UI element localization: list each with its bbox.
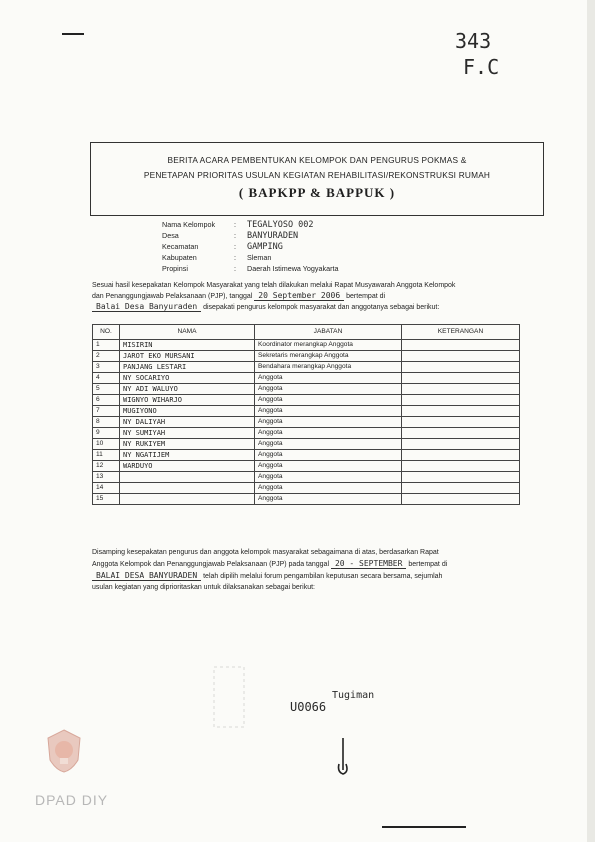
header-role: JABATAN <box>255 325 402 340</box>
row-no: 10 <box>93 439 120 450</box>
table-row <box>93 483 520 494</box>
row-notes <box>402 384 520 395</box>
row-no: 13 <box>93 472 120 483</box>
row-name: MUGIYONO <box>120 406 255 417</box>
table-row <box>93 384 520 395</box>
row-role: Anggota <box>255 384 402 395</box>
row-notes <box>402 494 520 505</box>
row-no: 5 <box>93 384 120 395</box>
header-line-3: ( BAPKPP & BAPPUK ) <box>238 185 396 200</box>
info-label: Desa <box>162 231 179 240</box>
row-name <box>120 483 255 494</box>
row-name: NY SUMIYAH <box>120 428 255 439</box>
info-value: Daerah Istimewa Yogyakarta <box>247 264 339 273</box>
header-no: NO. <box>93 325 120 340</box>
row-name: MISIRIN <box>120 340 255 351</box>
row-no: 7 <box>93 406 120 417</box>
header-line-2: PENETAPAN PRIORITAS USULAN KEGIATAN REHABILITASI/REKONSTRUKSI RUMAH <box>143 170 491 180</box>
table-row <box>93 450 520 461</box>
paragraph-1-line-2: dan Penanggungjawab Pelaksanaan (PJP), tanggal 20 September 2006 bertempat di <box>92 291 386 300</box>
dpad-logo-icon <box>44 728 84 774</box>
row-notes <box>402 450 520 461</box>
priority-date: 20 - SEPTEMBER <box>331 559 406 569</box>
row-role: Anggota <box>255 472 402 483</box>
priority-place: BALAI DESA BANYURADEN <box>92 571 201 581</box>
row-no: 9 <box>93 428 120 439</box>
table-row <box>93 406 520 417</box>
row-no: 6 <box>93 395 120 406</box>
row-notes <box>402 461 520 472</box>
table-row <box>93 417 520 428</box>
top-dash-mark <box>62 33 84 35</box>
paragraph-2 <box>92 547 532 593</box>
paragraph-1-line-1: Sesuai hasil kesepakatan Kelompok Masyarakat yang telah dilakukan melalui Rapat Musyawarah Anggota Kelompok <box>92 282 456 289</box>
info-label: Kabupaten <box>162 253 197 262</box>
info-value: Sleman <box>247 253 272 262</box>
row-no: 12 <box>93 461 120 472</box>
row-role: Anggota <box>255 417 402 428</box>
paragraph-1 <box>92 281 532 313</box>
table-row <box>93 461 520 472</box>
table-row <box>93 494 520 505</box>
corner-number: 343 <box>455 29 492 53</box>
row-role: Anggota <box>255 428 402 439</box>
row-name: NY NGATIJEM <box>120 450 255 461</box>
table-row <box>93 362 520 373</box>
row-no: 11 <box>93 450 120 461</box>
row-role: Anggota <box>255 483 402 494</box>
header-line-1: BERITA ACARA PEMBENTUKAN KELOMPOK DAN PENGURUS POKMAS & <box>167 155 467 165</box>
row-name: WIGNYO WIHARJO <box>120 395 255 406</box>
paragraph-2-line-2: Anggota Kelompok dan Penanggungjawab Pelaksanaan (PJP) pada tanggal 20 - SEPTEMBER bertempat di <box>92 559 448 568</box>
info-label: Kecamatan <box>162 242 199 251</box>
table-header-row <box>93 325 520 340</box>
watermark: DPAD DIY <box>35 792 109 808</box>
corner-code: F.C <box>463 55 500 79</box>
row-notes <box>402 483 520 494</box>
row-notes <box>402 472 520 483</box>
paragraph-2-line-3: BALAI DESA BANYURADEN telah dipilih melalui forum pengambilan keputusan secara bersama, sejumlah <box>92 570 532 582</box>
row-no: 2 <box>93 351 120 362</box>
meeting-date: 20 September 2006 <box>254 291 344 301</box>
handwritten-code: U0066 <box>290 700 327 714</box>
corner-note <box>455 28 499 80</box>
row-name <box>120 472 255 483</box>
row-name: JAROT EKO MURSANI <box>120 351 255 362</box>
handwritten-initials: Tugiman <box>332 690 375 701</box>
table-row <box>93 395 520 406</box>
row-notes <box>402 406 520 417</box>
row-no: 15 <box>93 494 120 505</box>
row-role: Anggota <box>255 439 402 450</box>
row-role: Sekretaris merangkap Anggota <box>255 351 402 362</box>
handwritten-mark-icon <box>335 736 351 776</box>
row-notes <box>402 428 520 439</box>
paragraph-1-line-3: Balai Desa Banyuraden disepakati pengurus kelompok masyarakat dan anggotanya sebagai berikut: <box>92 302 532 313</box>
paragraph-2-line-1: Disamping kesepakatan pengurus dan anggota kelompok masyarakat sebagaimana di atas, berdasarkan Rapat <box>92 549 439 556</box>
table-row <box>93 439 520 450</box>
info-value: BANYURADEN <box>247 231 299 241</box>
row-notes <box>402 351 520 362</box>
row-notes <box>402 340 520 351</box>
header-notes: KETERANGAN <box>402 325 520 340</box>
row-role: Anggota <box>255 461 402 472</box>
row-no: 1 <box>93 340 120 351</box>
faded-stamp <box>212 665 272 735</box>
table-row <box>93 351 520 362</box>
row-role: Anggota <box>255 406 402 417</box>
table-row <box>93 472 520 483</box>
table-row <box>93 340 520 351</box>
row-notes <box>402 373 520 384</box>
row-no: 14 <box>93 483 120 494</box>
table-row <box>93 373 520 384</box>
page-edge <box>587 0 595 842</box>
bottom-line <box>382 826 466 828</box>
document-page: 343 F.C BERITA ACARA PEMBENTUKAN KELOMPOK DAN PENGURUS POKMAS & PENETAPAN PRIORITAS USULAN KEGIATAN REHABILITASI/REKONSTRUKSI RUMAH ( BAPKPP & BAPPUK ) Nama Kelompok : TEGALYOSO 002 Desa : BANYURADEN Kecamatan : GAMPING Kabupaten : Sleman Propinsi : Daerah Istimewa Yogyakarta Sesuai hasil kesepakatan Kelompok Masyarakat yang telah dilakukan melalui Rapat Musyawarah Anggota Kelompok dan Penanggungjawab Pelaksanaan (PJP), tanggal 20 September 2006 bertempat di Balai Desa Banyuraden disepakati pengurus kelompok masyarakat dan anggotanya sebagai berikut: NO. NAMA JABATAN KETERANGAN 1 MISIRIN Koordinator merangkap Anggota 2 JAROT EKO MURSANI Sekretaris merangkap Anggota 3 PANJANG LESTARI Bendahara merangkap Anggota 4 NY SOCARIYO Anggota 5 NY ADI WALUYO Anggota 6 WIGNYO WIHARJO Anggota 7 MUGIYONO Anggota 8 NY DALIYAH Anggota 9 NY SUMIYAH Anggota 10 NY RUKIYEM Anggota 11 NY NGATIJEM Anggota 12 WARDUYO Anggota 13 Anggota 14 Anggota 15 Anggota Disamping kesepakatan pengurus dan anggota kelompok masyarakat sebagaimana di atas, berdasarkan Rapat Anggota Kelompok dan Penanggungjawab Pelaksanaan (PJP) pada tanggal 20 - SEPTEMBER bertempat di BALAI DESA BANYURADEN telah dipilih melalui forum pengambilan keputusan secara bersama, sejumlah usulan kegiatan yang diprioritaskan untuk dilaksanakan sebagai berikut: Tugiman U0066 DPAD DIY <box>0 0 595 842</box>
row-role: Anggota <box>255 494 402 505</box>
row-role: Bendahara merangkap Anggota <box>255 362 402 373</box>
row-notes <box>402 439 520 450</box>
info-label: Propinsi <box>162 264 188 273</box>
table-row <box>93 428 520 439</box>
row-name <box>120 494 255 505</box>
row-role: Anggota <box>255 450 402 461</box>
info-value: TEGALYOSO 002 <box>247 220 314 230</box>
row-notes <box>402 417 520 428</box>
row-notes <box>402 395 520 406</box>
row-role: Anggota <box>255 395 402 406</box>
info-label: Nama Kelompok <box>162 220 216 229</box>
row-name: PANJANG LESTARI <box>120 362 255 373</box>
row-name: NY DALIYAH <box>120 417 255 428</box>
row-name: NY SOCARIYO <box>120 373 255 384</box>
row-name: NY ADI WALUYO <box>120 384 255 395</box>
row-no: 4 <box>93 373 120 384</box>
row-notes <box>402 362 520 373</box>
row-no: 8 <box>93 417 120 428</box>
row-role: Anggota <box>255 373 402 384</box>
meeting-place: Balai Desa Banyuraden <box>92 302 201 312</box>
row-role: Koordinator merangkap Anggota <box>255 340 402 351</box>
row-no: 3 <box>93 362 120 373</box>
header-box <box>90 142 544 216</box>
faded-stamp-graphic <box>212 665 272 735</box>
row-name: WARDUYO <box>120 461 255 472</box>
info-value: GAMPING <box>247 242 283 252</box>
header-name: NAMA <box>120 325 255 340</box>
row-name: NY RUKIYEM <box>120 439 255 450</box>
members-table <box>92 324 520 505</box>
paragraph-2-line-4: usulan kegiatan yang diprioritaskan untuk dilaksanakan sebagai berikut: <box>92 584 315 591</box>
